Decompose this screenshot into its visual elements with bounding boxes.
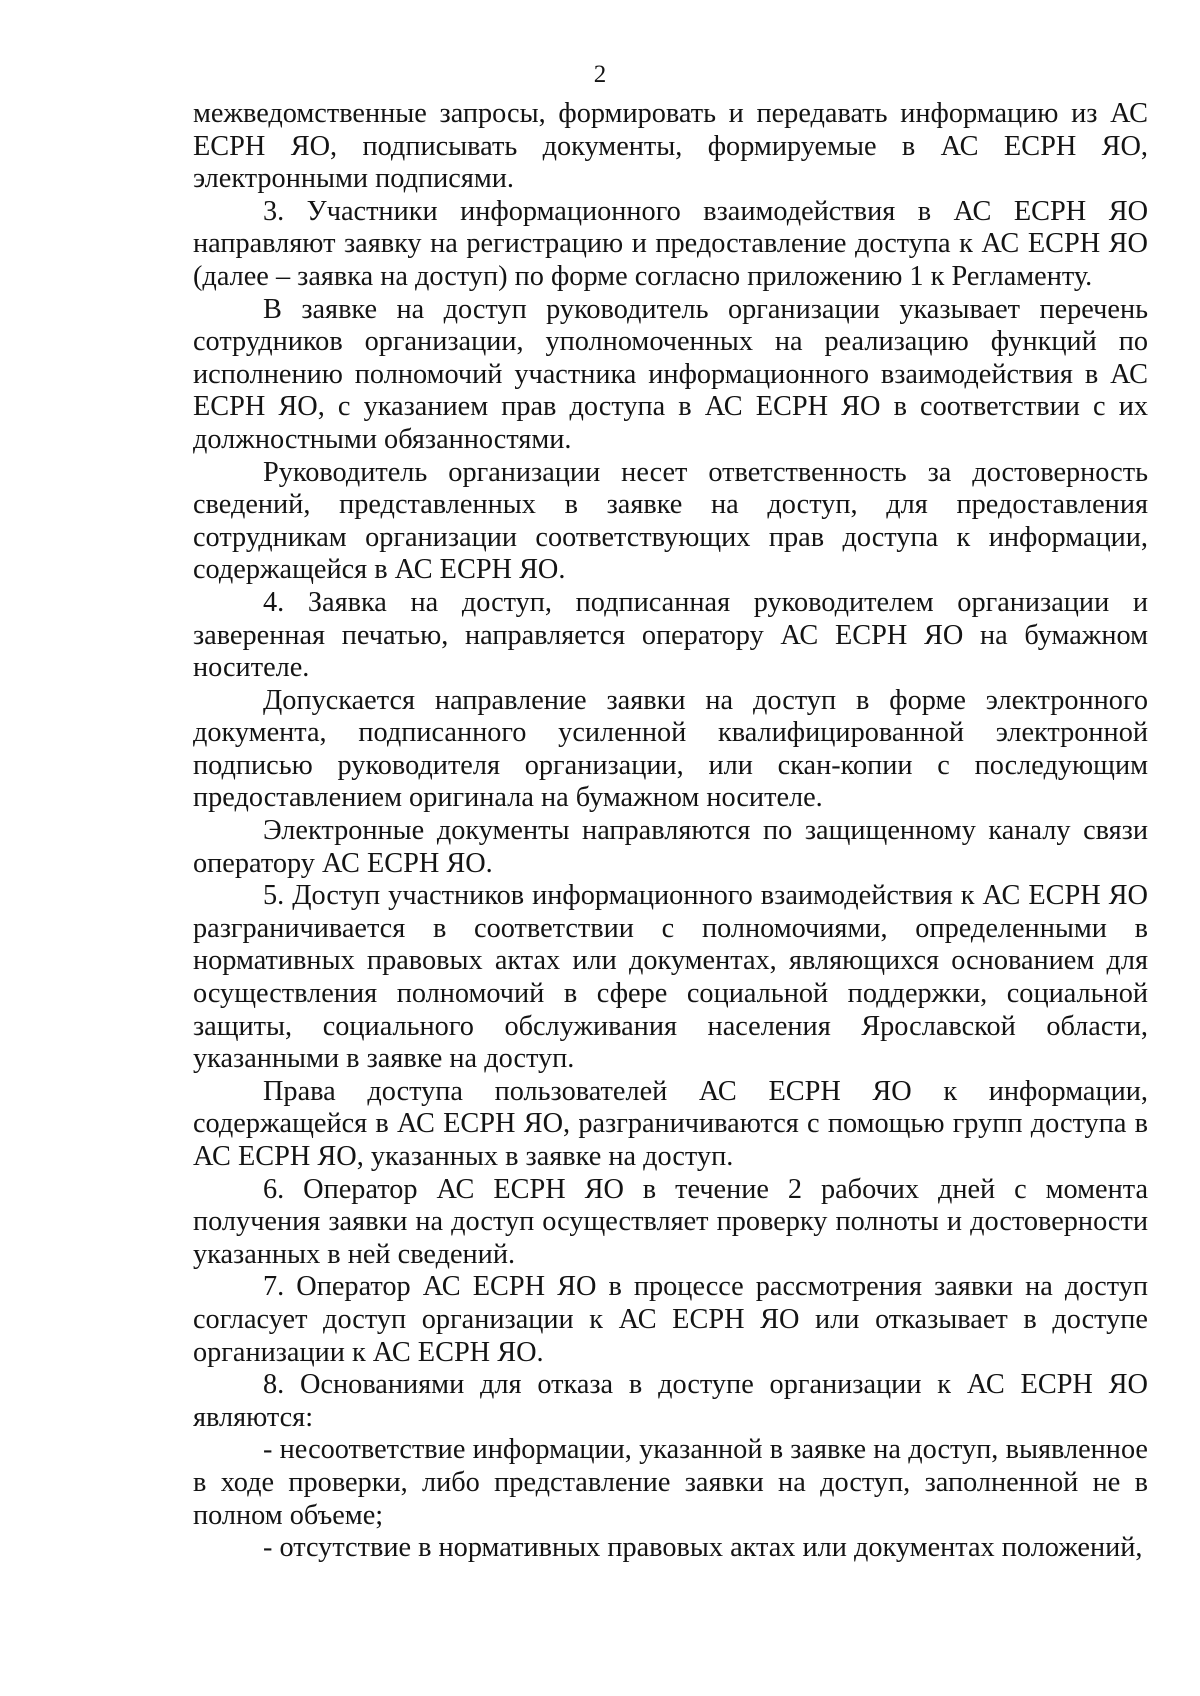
paragraph-electronic-request: Допускается направление заявки на доступ в форме электронного документа, подписанного усиленной квалифицированной электронной подписью руководителя организации, или скан-копии с последующим предоставлением оригинала на бумажном носителе.: [193, 684, 1148, 814]
paragraph-clause-4: 4. Заявка на доступ, подписанная руководителем организации и заверенная печатью, направляется оператору АС ЕСРН ЯО на бумажном носителе.: [193, 586, 1148, 684]
paragraph-clause-8: 8. Основаниями для отказа в доступе организации к АС ЕСРН ЯО являются:: [193, 1369, 1148, 1433]
list-item-refusal-reason: - отсутствие в нормативных правовых актах или документах положений,: [263, 1532, 1143, 1564]
paragraph-secure-channel: Электронные документы направляются по защищенному каналу связи оператору АС ЕСРН ЯО.: [193, 815, 1148, 879]
paragraph-continuation: межведомственные запросы, формировать и передавать информацию из АС ЕСРН ЯО, подписывать документы, формируемые в АС ЕСРН ЯО, электронными подписями.: [193, 98, 1148, 195]
paragraph-access-request-staff: В заявке на доступ руководитель организации указывает перечень сотрудников организации, уполномоченных на реализацию функций по исполнению полномочий участника информационного взаимодействия в АС ЕСРН ЯО, с указанием прав доступа в АС ЕСРН ЯО в соответствии с их должностными обязанностями.: [193, 293, 1148, 455]
paragraph-manager-responsibility: Руководитель организации несет ответственность за достоверность сведений, представленных в заявке на доступ, для предоставления сотрудникам организации соответствующих прав доступа к информации, содержащейся в АС ЕСРН ЯО.: [193, 456, 1148, 586]
paragraph-access-rights: Права доступа пользователей АС ЕСРН ЯО к информации, содержащейся в АС ЕСРН ЯО, разграничиваются с помощью групп доступа в АС ЕСРН ЯО, указанных в заявке на доступ.: [193, 1075, 1148, 1172]
paragraph-clause-3: 3. Участники информационного взаимодействия в АС ЕСРН ЯО направляют заявку на регистрацию и предоставление доступа к АС ЕСРН ЯО (далее – заявка на доступ) по форме согласно приложению 1 к Регламенту.: [193, 195, 1148, 292]
paragraph-clause-6: 6. Оператор АС ЕСРН ЯО в течение 2 рабочих дней с момента получения заявки на доступ осуществляет проверку полноты и достоверности указанных в ней сведений.: [193, 1173, 1148, 1270]
document-body: [193, 98, 1148, 1565]
paragraph-clause-5: 5. Доступ участников информационного взаимодействия к АС ЕСРН ЯО разграничивается в соответствии с полномочиями, определенными в нормативных правовых актах или документах, являющихся основанием для осуществления полномочий в сфере социальной поддержки, социальной защиты, социального обслуживания населения Ярославской области, указанными в заявке на доступ.: [193, 880, 1148, 1075]
page-number: 2: [593, 61, 607, 88]
list-item-refusal-reason: - несоответствие информации, указанной в заявке на доступ, выявленное в ходе проверки, либо представление заявки на доступ, заполненной не в полном объеме;: [193, 1434, 1148, 1531]
paragraph-clause-7: 7. Оператор АС ЕСРН ЯО в процессе рассмотрения заявки на доступ согласует доступ организации к АС ЕСРН ЯО или отказывает в доступе организации к АС ЕСРН ЯО.: [193, 1271, 1148, 1368]
